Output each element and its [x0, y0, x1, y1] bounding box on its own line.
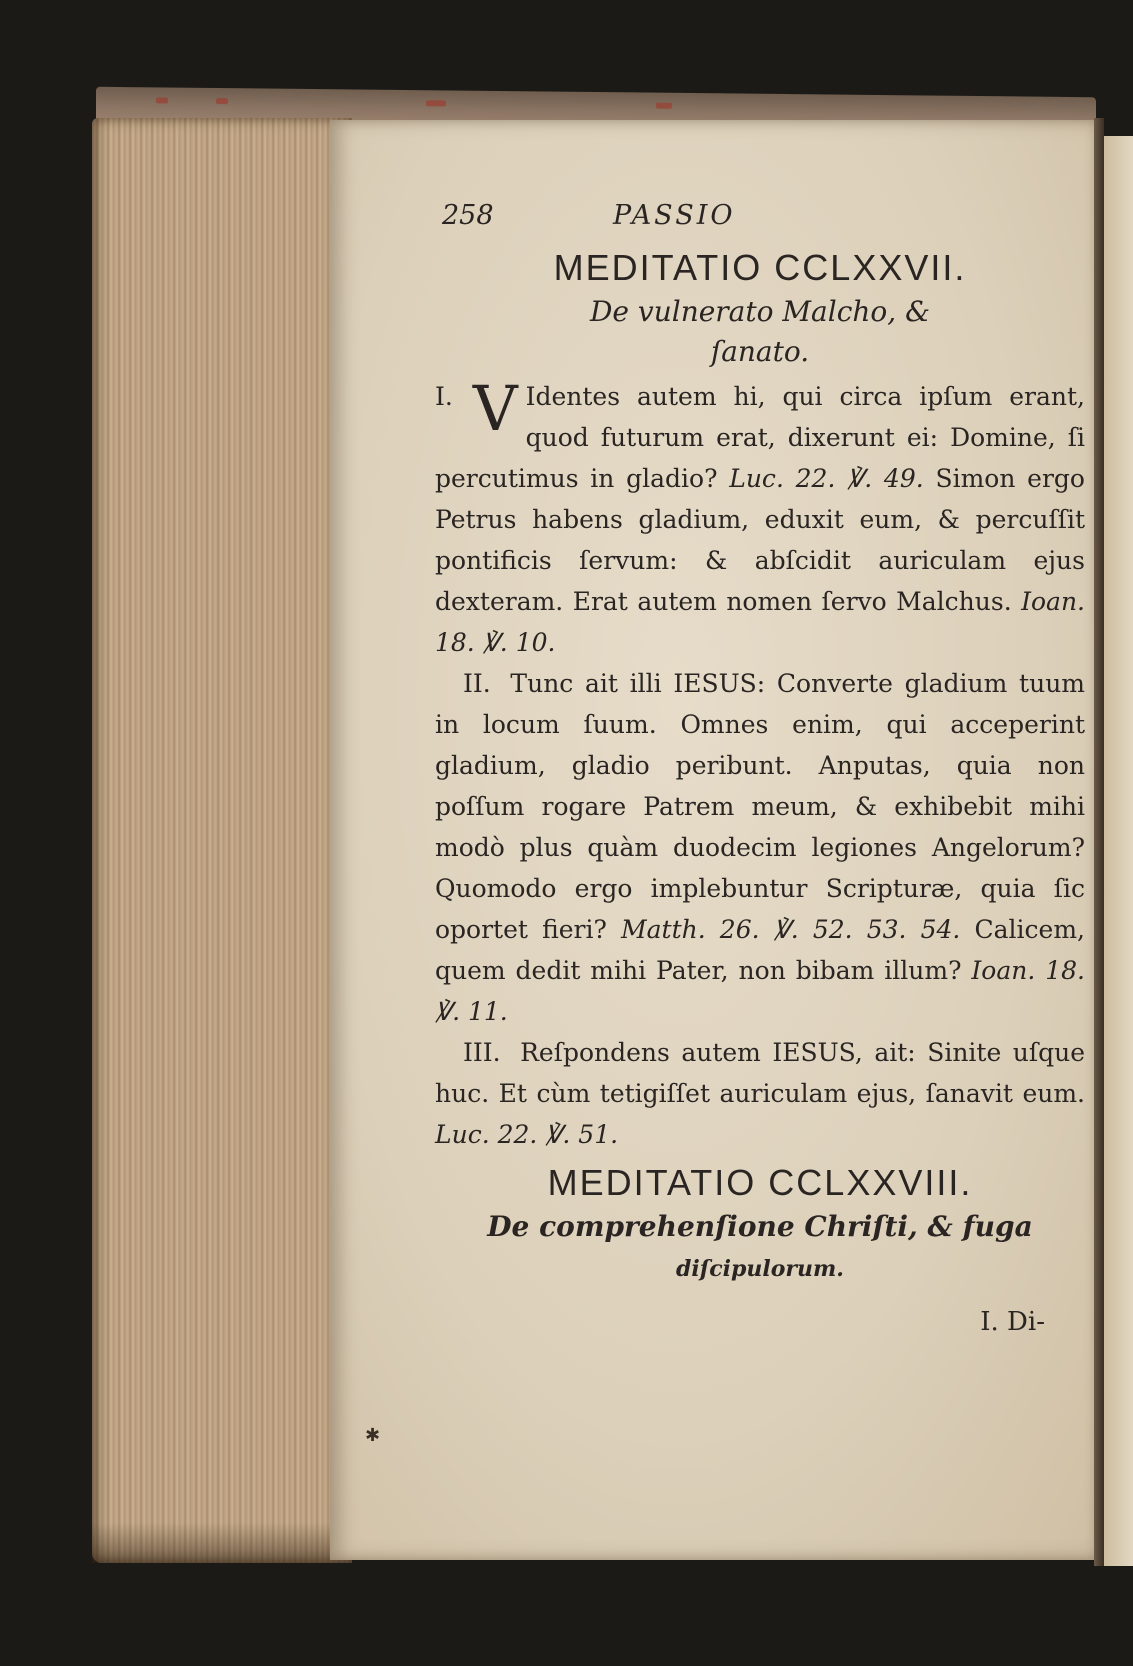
subtitle-line: De comprehenſione Chriſti, & fuga [487, 1210, 1033, 1243]
facing-page-edge [1104, 136, 1133, 1566]
scripture-reference: Luc. 22. ℣. 51. [435, 1120, 619, 1149]
paragraph-text: Reſpondens autem IESUS, ait: Sinite uſque huc. Et cùm tetigiſſet auriculam ejus, ſanavit eum. [435, 1038, 1086, 1108]
paragraph-text: Simon ergo Petrus habens gladium, eduxit eum, & percuſſit pontificis ſervum: & abſcidit auriculam ejus dexteram. Erat autem nomen ſervo Malchus. [435, 464, 1085, 616]
paragraph-2 [435, 663, 1085, 1032]
page-number: 258 [442, 200, 494, 231]
paragraph-1 [435, 372, 1086, 663]
scripture-reference: Ioan. 18. ℣. 11. [435, 956, 1085, 1026]
gutter [1094, 118, 1104, 1566]
meditation-heading: MEDITATIO CCLXXVIII. [547, 1162, 973, 1203]
subtitle-line: diſcipulorum. [676, 1256, 844, 1282]
page-edges [92, 118, 352, 1563]
catchword: I. Di- [980, 1307, 1045, 1337]
page-text [435, 200, 1085, 1337]
meditation-subtitle [435, 292, 1085, 372]
subtitle-line: ſanato. [710, 335, 810, 368]
paragraph-text: Tunc ait illi IESUS: Converte gladium tuum in locum ſuum. Omnes enim, qui acceperint gladium, gladio peribunt. Anputas, quia non poſſum rogare Patrem meum, & exhibebit mihi modò plus quàm duodecim legiones Angelorum? Quomodo ergo implebuntur Scripturæ, quia ſic oportet fieri? [435, 669, 1086, 944]
running-head [435, 200, 1085, 240]
paragraph-number: III. [463, 1038, 501, 1067]
paragraph-text: Identes autem hi, qui circa ipſum erant, quod futurum erat, dixerunt ei: Domine, ſi percutimus in gladio? [435, 382, 1085, 493]
paragraph-number: II. [463, 669, 491, 698]
scripture-reference: Luc. 22. ℣. 49. [729, 464, 924, 493]
scripture-reference: Matth. 26. ℣. 52. 53. 54. [621, 915, 961, 944]
paragraph-text: Calicem, quem dedit mihi Pater, non bibam illum? [435, 915, 1085, 985]
paragraph-number: I. [435, 382, 453, 411]
drop-capital: V [472, 372, 518, 445]
running-title: PASSIO [613, 200, 736, 231]
ink-mark: ✱ [365, 1425, 381, 1446]
scripture-reference: Ioan. 18. ℣. 10. [435, 587, 1086, 657]
meditation-subtitle [435, 1207, 1085, 1289]
subtitle-line: De vulnerato Malcho, & [589, 295, 931, 328]
paragraph-3 [435, 1032, 1085, 1155]
meditation-heading: MEDITATIO CCLXXVII. [553, 247, 967, 288]
